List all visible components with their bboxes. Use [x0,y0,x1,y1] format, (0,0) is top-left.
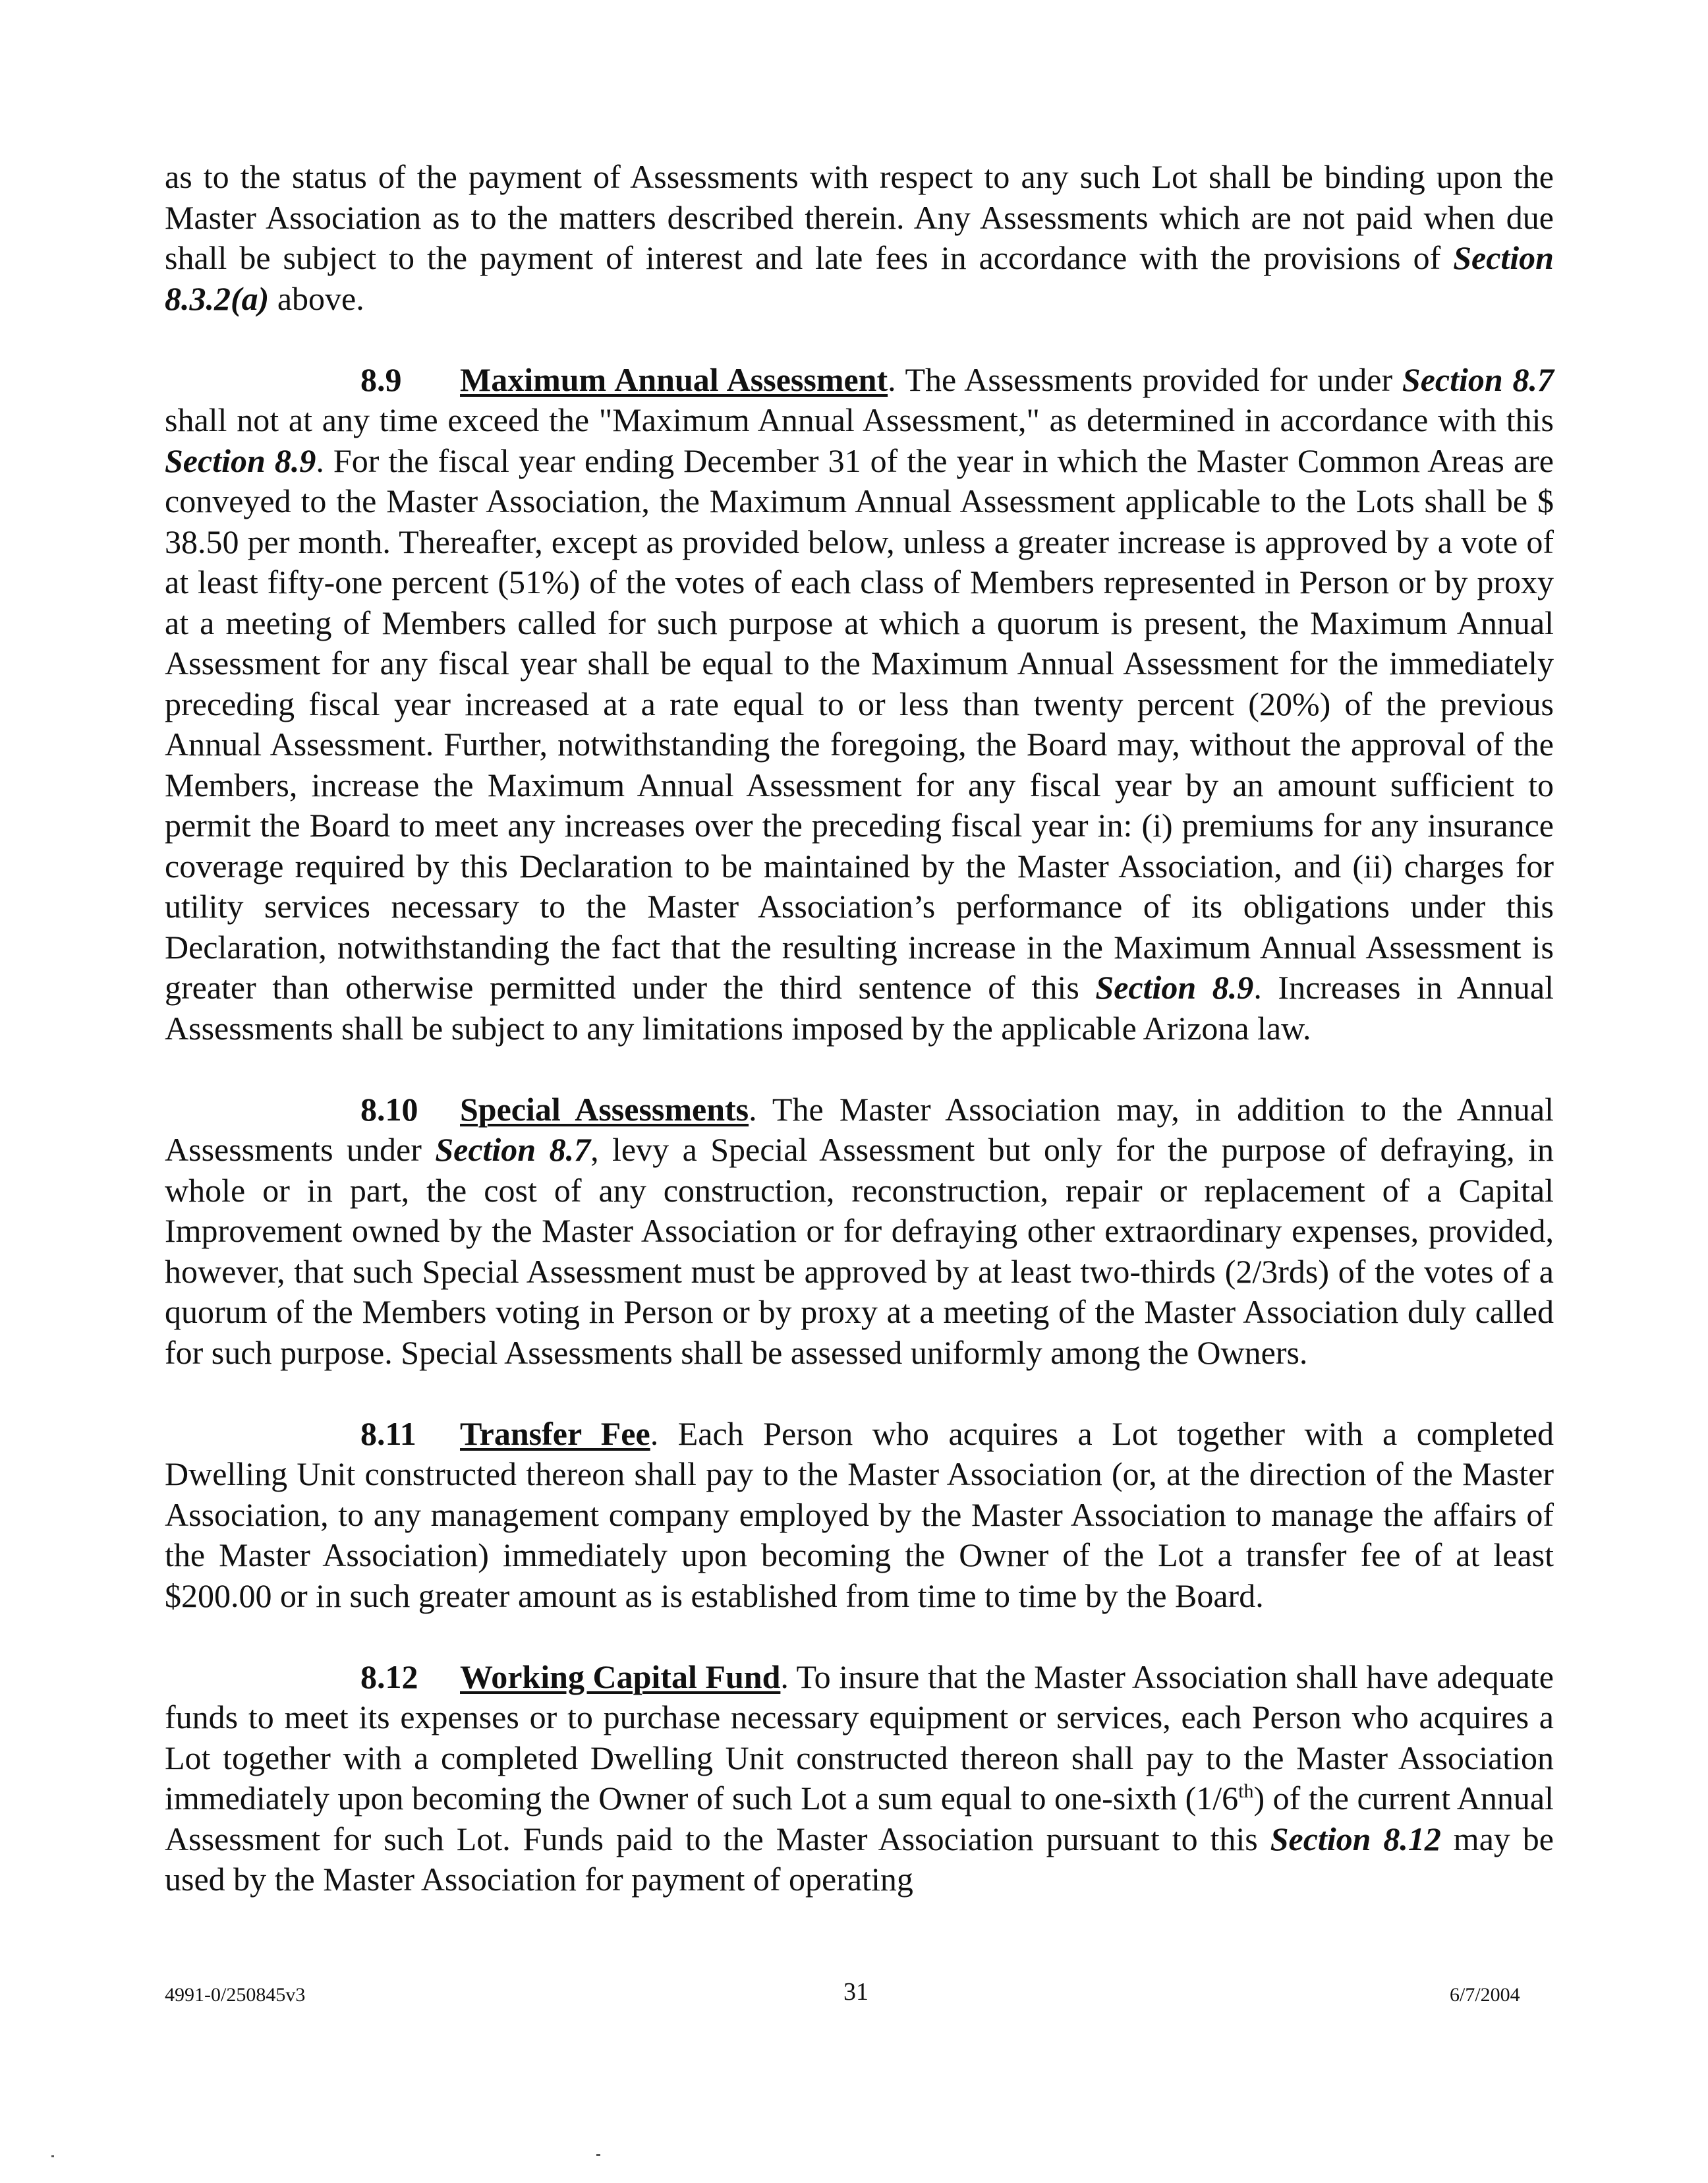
section-reference: Section 8.3.2(a) [165,239,1554,317]
document-body [165,157,1554,1900]
section-text: . To insure that the Master Association shall have adequate funds to meet its expenses or to purchase necessary equipment or services, each Person who acquires a Lot together with a completed Dwelling Unit constructed thereon shall pay to the Master Association immediately upon becoming the Owner of such Lot a sum equal to one-sixth (1/6 [165,1658,1554,1817]
section-text: . For the fiscal year ending December 31 of the year in which the Master Common Areas are conveyed to the Master Association, the Maximum Annual Assessment applicable to the Lots shall be $ 38.50 per month. Thereafter, except as provided below, unless a greater increase is approved by a vote of at least fifty-one percent (51%) of the votes of each class of Members represented in Person or by proxy at a meeting of Members called for such purpose at which a quorum is present, the Maximum Annual Assessment for any fiscal year shall be equal to the Maximum Annual Assessment for the immediately preceding fiscal year increased at a rate equal to or less than twenty percent (20%) of the previous Annual Assessment. Further, notwithstanding the foregoing, the Board may, without the approval of the Members, increase the Maximum Annual Assessment for any fiscal year by an amount sufficient to permit the Board to meet any increases over the preceding fiscal year in: (i) premiums for any insurance coverage required by this Declaration to be maintained by the Master Association, and (ii) charges for utility services necessary to the Master Association’s performance of its obligations under this Declaration, notwithstanding the fact that the resulting increase in the Maximum Annual Assessment is greater than otherwise permitted under the third sentence of this [165,442,1554,1006]
footer-document-id: 4991-0/250845v3 [165,1984,306,2006]
section-reference: Section 8.9 [1095,969,1254,1006]
footer-page-number: 31 [843,1978,868,2006]
paragraph-intro [165,157,1554,319]
paragraph-section-8-9 [165,360,1554,1049]
section-heading: Special Assessments [460,1090,749,1128]
footer-date: 6/7/2004 [1450,1984,1520,2006]
section-number: 8.9 [360,361,402,398]
section-text: . The Master Association may, in addition to the Annual Assessments under [165,1090,1554,1168]
section-reference: Section 8.7 [435,1131,591,1168]
section-text: . Increases in Annual Assessments shall be subject to any limitations imposed by the applicable Arizona law. [165,969,1554,1047]
scan-speck [596,2154,600,2156]
intro-text-end: above. [269,279,364,317]
section-text: . The Assessments provided for under [888,361,1402,398]
section-text: ) of the current Annual Assessment for such Lot. Funds paid to the Master Association pursuant to this [165,1780,1554,1857]
section-reference: Section 8.7 [1402,361,1554,398]
section-reference: Section 8.9 [165,442,316,479]
section-heading: Maximum Annual Assessment [460,361,888,398]
section-number: 8.12 [360,1658,418,1695]
paragraph-section-8-12 [165,1657,1554,1900]
section-number: 8.11 [360,1414,416,1452]
section-text: shall not at any time exceed the "Maximum Annual Assessment," as determined in accordance with this [165,401,1554,438]
superscript: th [1238,1780,1254,1802]
section-text: , levy a Special Assessment but only for the purpose of defraying, in whole or in part, the cost of any construction, reconstruction, repair or replacement of a Capital Improvement owned by the Master Association or for defraying other extraordinary expenses, provided, however, that such Special Assessment must be approved by at least two-thirds (2/3rds) of the votes of a quorum of the Members voting in Person or by proxy at a meeting of the Master Association duly called for such purpose. Special Assessments shall be assessed uniformly among the Owners. [165,1131,1554,1371]
paragraph-section-8-11 [165,1414,1554,1617]
section-text: . Each Person who acquires a Lot together with a completed Dwelling Unit constructed thereon shall pay to the Master Association (or, at the direction of the Master Association, to any management company employed by the Master Association to manage the affairs of the Master Association) immediately upon becoming the Owner of the Lot a transfer fee of at least $200.00 or in such greater amount as is established from time to time by the Board. [165,1414,1554,1614]
section-reference: Section 8.12 [1270,1820,1441,1857]
intro-text: as to the status of the payment of Assessments with respect to any such Lot shall be binding upon the Master Association as to the matters described therein. Any Assessments which are not paid when due shall be subject to the payment of interest and late fees in accordance with the provisions of [165,158,1554,276]
section-heading: Transfer Fee [460,1414,650,1452]
section-text: may be used by the Master Association for payment of operating [165,1820,1554,1898]
scan-speck [51,2155,54,2157]
paragraph-section-8-10 [165,1090,1554,1374]
section-heading: Working Capital Fund [460,1658,781,1695]
section-number: 8.10 [360,1090,418,1128]
